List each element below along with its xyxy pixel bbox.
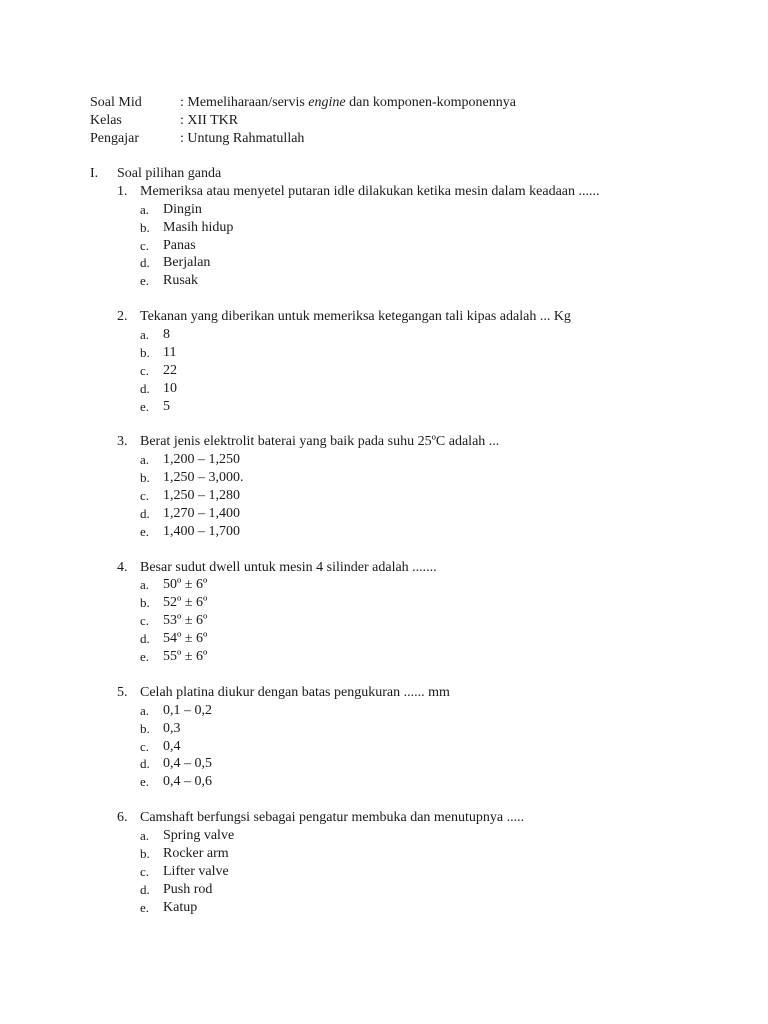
option-text: Katup bbox=[163, 899, 198, 915]
question-item bbox=[90, 559, 600, 666]
option-text: 1,250 – 1,280 bbox=[163, 488, 240, 504]
question-stem bbox=[117, 809, 600, 827]
option-letter: a. bbox=[140, 827, 150, 843]
option-letter: c. bbox=[140, 488, 150, 504]
answer-option bbox=[140, 380, 600, 398]
question-number: 4. bbox=[117, 559, 128, 575]
multiple-choice-section bbox=[90, 165, 600, 916]
option-letter: d. bbox=[140, 505, 150, 521]
answer-option bbox=[140, 237, 600, 255]
option-list bbox=[140, 827, 600, 916]
option-text: 1,270 – 1,400 bbox=[163, 505, 240, 521]
question-text: Memeriksa atau menyetel putaran idle dilakukan ketika mesin dalam keadaan ...... bbox=[140, 183, 600, 199]
option-letter: e. bbox=[140, 523, 150, 539]
answer-option bbox=[140, 326, 600, 344]
option-letter: e. bbox=[140, 649, 150, 665]
option-text: 8 bbox=[163, 327, 170, 343]
answer-option bbox=[140, 398, 600, 416]
option-text: Lifter valve bbox=[163, 863, 229, 879]
option-text: 5 bbox=[163, 398, 170, 414]
answer-option bbox=[140, 272, 600, 290]
option-text: 0,1 – 0,2 bbox=[163, 702, 212, 718]
option-text: 1,250 – 3,000. bbox=[163, 470, 244, 486]
question-number: 2. bbox=[117, 309, 128, 325]
option-list bbox=[140, 451, 600, 540]
option-letter: c. bbox=[140, 237, 150, 253]
question-spacer bbox=[90, 541, 600, 559]
header-label: Kelas bbox=[90, 112, 122, 128]
exam-header bbox=[90, 94, 516, 148]
question-spacer bbox=[90, 666, 600, 684]
option-text: Spring valve bbox=[163, 827, 235, 843]
option-letter: c. bbox=[140, 738, 150, 754]
option-text: 55º ± 6º bbox=[163, 649, 208, 665]
question-stem bbox=[117, 183, 600, 201]
question-text: Besar sudut dwell untuk mesin 4 silinder adalah ....... bbox=[140, 559, 437, 575]
answer-option bbox=[140, 254, 600, 272]
option-text: Masih hidup bbox=[163, 219, 234, 235]
question-list bbox=[90, 183, 600, 917]
answer-option bbox=[140, 899, 600, 917]
option-letter: e. bbox=[140, 899, 150, 915]
question-stem bbox=[117, 559, 600, 577]
header-value-italic: engine bbox=[308, 95, 346, 110]
question-item bbox=[90, 684, 600, 791]
option-letter: d. bbox=[140, 631, 150, 647]
question-spacer bbox=[90, 791, 600, 809]
answer-option bbox=[140, 845, 600, 863]
header-row-subject bbox=[90, 94, 516, 112]
answer-option bbox=[140, 469, 600, 487]
answer-option bbox=[140, 362, 600, 380]
question-item bbox=[90, 183, 600, 290]
option-text: Rusak bbox=[163, 273, 198, 289]
option-letter: c. bbox=[140, 613, 150, 629]
option-letter: a. bbox=[140, 327, 150, 343]
option-letter: d. bbox=[140, 255, 150, 271]
option-letter: b. bbox=[140, 845, 150, 861]
header-label: Pengajar bbox=[90, 130, 139, 146]
question-item bbox=[90, 809, 600, 916]
answer-option bbox=[140, 487, 600, 505]
header-value-text: : Memeliharaan/servis bbox=[180, 95, 309, 110]
option-list bbox=[140, 576, 600, 665]
option-list bbox=[140, 702, 600, 791]
option-text: 1,400 – 1,700 bbox=[163, 523, 240, 539]
header-value bbox=[180, 94, 516, 112]
option-list bbox=[140, 201, 600, 290]
question-text: Tekanan yang diberikan untuk memeriksa ketegangan tali kipas adalah ... Kg bbox=[140, 309, 571, 325]
answer-option bbox=[140, 219, 600, 237]
option-text: 53º ± 6º bbox=[163, 613, 208, 629]
question-text: Celah platina diukur dengan batas pengukuran ...... mm bbox=[140, 684, 450, 700]
question-spacer bbox=[90, 290, 600, 308]
option-letter: a. bbox=[140, 452, 150, 468]
answer-option bbox=[140, 451, 600, 469]
option-text: 0,4 – 0,5 bbox=[163, 756, 212, 772]
question-item bbox=[90, 308, 600, 415]
section-heading bbox=[90, 165, 600, 183]
option-text: 0,4 – 0,6 bbox=[163, 774, 212, 790]
answer-option bbox=[140, 755, 600, 773]
section-number: I. bbox=[90, 166, 99, 181]
answer-option bbox=[140, 594, 600, 612]
option-text: 0,3 bbox=[163, 720, 181, 736]
option-letter: c. bbox=[140, 863, 150, 879]
option-letter: b. bbox=[140, 219, 150, 235]
answer-option bbox=[140, 612, 600, 630]
option-text: 11 bbox=[163, 344, 177, 360]
answer-option bbox=[140, 773, 600, 791]
question-number: 5. bbox=[117, 684, 128, 700]
option-letter: a. bbox=[140, 702, 150, 718]
answer-option bbox=[140, 523, 600, 541]
option-letter: a. bbox=[140, 577, 150, 593]
question-item bbox=[90, 433, 600, 540]
question-text: Camshaft berfungsi sebagai pengatur membuka dan menutupnya ..... bbox=[140, 810, 525, 826]
option-text: Dingin bbox=[163, 201, 202, 217]
question-stem bbox=[117, 684, 600, 702]
question-spacer bbox=[90, 415, 600, 433]
answer-option bbox=[140, 344, 600, 362]
answer-option bbox=[140, 505, 600, 523]
option-text: 0,4 bbox=[163, 738, 181, 754]
question-number: 6. bbox=[117, 810, 128, 826]
answer-option bbox=[140, 630, 600, 648]
question-number: 1. bbox=[117, 183, 128, 199]
option-text: 10 bbox=[163, 380, 177, 396]
question-stem bbox=[117, 308, 600, 326]
answer-option bbox=[140, 720, 600, 738]
header-value: : XII TKR bbox=[180, 112, 239, 128]
header-row-teacher bbox=[90, 130, 516, 148]
option-letter: b. bbox=[140, 720, 150, 736]
answer-option bbox=[140, 881, 600, 899]
answer-option bbox=[140, 576, 600, 594]
answer-option bbox=[140, 827, 600, 845]
header-value-text-tail: dan komponen-komponennya bbox=[345, 95, 516, 110]
answer-option bbox=[140, 648, 600, 666]
option-letter: e. bbox=[140, 774, 150, 790]
option-letter: c. bbox=[140, 362, 150, 378]
option-letter: a. bbox=[140, 201, 150, 217]
option-text: 22 bbox=[163, 362, 177, 378]
answer-option bbox=[140, 201, 600, 219]
header-value: : Untung Rahmatullah bbox=[180, 130, 305, 146]
section-title: Soal pilihan ganda bbox=[117, 166, 222, 181]
answer-option bbox=[140, 738, 600, 756]
option-text: 50º ± 6º bbox=[163, 577, 208, 593]
option-list bbox=[140, 326, 600, 415]
option-text: Push rod bbox=[163, 881, 213, 897]
question-text: Berat jenis elektrolit baterai yang baik pada suhu 25ºC adalah ... bbox=[140, 434, 500, 450]
header-row-class bbox=[90, 112, 516, 130]
answer-option bbox=[140, 863, 600, 881]
answer-option bbox=[140, 702, 600, 720]
question-number: 3. bbox=[117, 434, 128, 450]
option-letter: b. bbox=[140, 595, 150, 611]
option-text: Rocker arm bbox=[163, 845, 229, 861]
option-letter: d. bbox=[140, 380, 150, 396]
option-text: 54º ± 6º bbox=[163, 631, 208, 647]
option-letter: e. bbox=[140, 273, 150, 289]
option-text: 52º ± 6º bbox=[163, 595, 208, 611]
option-text: Berjalan bbox=[163, 255, 211, 271]
option-letter: d. bbox=[140, 756, 150, 772]
option-letter: d. bbox=[140, 881, 150, 897]
question-stem bbox=[117, 433, 600, 451]
option-letter: b. bbox=[140, 470, 150, 486]
option-text: 1,200 – 1,250 bbox=[163, 452, 240, 468]
option-letter: b. bbox=[140, 344, 150, 360]
option-text: Panas bbox=[163, 237, 196, 253]
option-letter: e. bbox=[140, 398, 150, 414]
header-label: Soal Mid bbox=[90, 95, 142, 110]
